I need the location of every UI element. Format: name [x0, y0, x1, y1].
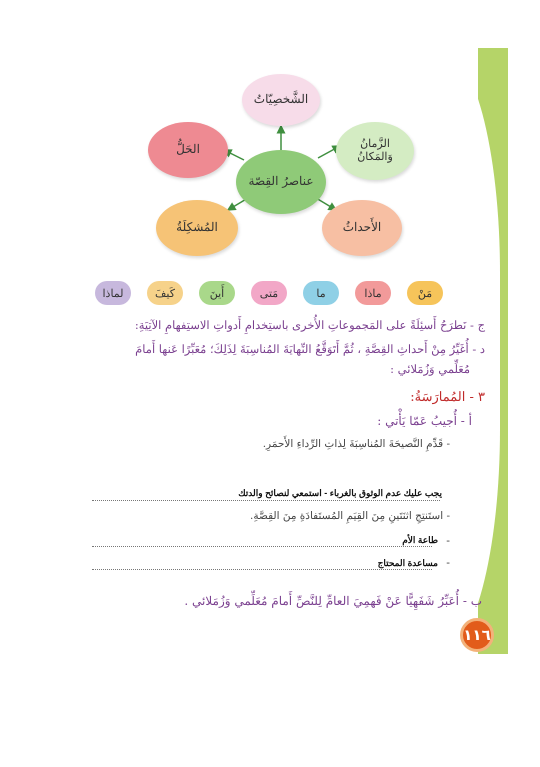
answer-3: مساعدة المحتاج — [377, 558, 438, 568]
node-events: الأَحداثُ — [322, 200, 402, 256]
part-a-heading: أ - أُجيبُ عَمّا يَأْتي : — [377, 414, 472, 428]
question-word-man: مَنْ — [407, 281, 443, 305]
question-1: - قَدِّمِ النَّصيحَةَ المُناسِبَةَ لِذاتِ الرِّداءِ الأَحمَرِ. — [262, 438, 450, 450]
instruction-c: ج - نَطرَحُ أَسئِلَةً على المَجموعاتِ الأُخرى باستِخدامِ أَدواتِ الاستِفهامِ الآتِيَةِ: — [134, 318, 485, 332]
instruction-d: د - أُغَيِّرُ مِنْ أَحداثِ القِصَّةِ ، ثُمَّ أَتَوَقَّعُ النِّهايَةَ المُناسِبَةَ لِذَلِكَ؛ مُعَبِّرًا عَنها أَمامَ — [135, 342, 485, 356]
node-solution: الحَلُّ — [148, 122, 228, 178]
question-word-ma: ما — [303, 281, 339, 305]
question-word-matha: ماذا — [355, 281, 391, 305]
answer-line-2 — [92, 546, 432, 547]
section-heading-practice: ٣ - المُمارَسَةُ: — [410, 390, 485, 405]
bullet-answer-2: - — [446, 534, 450, 547]
page-number: ١١٦ — [460, 618, 494, 652]
node-characters: الشَّخصِيّاتُ — [242, 74, 320, 126]
question-word-mata: مَتى — [251, 281, 287, 305]
answer-2: طاعة الأم — [402, 535, 438, 545]
question-word-limatha: لماذا — [95, 281, 131, 305]
answer-line-1 — [92, 500, 440, 501]
question-word-kayfa: كَيفَ — [147, 281, 183, 305]
instruction-d-continued: مُعَلِّمي وَزُمَلائي : — [390, 362, 470, 376]
node-center-story-elements: عناصرُ القِصّة — [236, 150, 326, 214]
answer-1: يجب عليك عدم الوثوق بالغرباء - استمعي لنصائح والدتك — [238, 488, 442, 498]
answer-line-3 — [92, 569, 432, 570]
question-word-ayna: أَينَ — [199, 281, 235, 305]
part-b: ب - أُعَبِّرُ شَفَهِيًّا عَنْ فَهمِيَ العامِّ لِلنَّصِّ أَمامَ مُعَلِّمي وَزُمَلائي . — [184, 594, 482, 608]
question-2: - استَنتِجِ اثنَتَينِ مِنَ القِيَمِ المُستَفادَةِ مِنَ القِصَّةِ. — [250, 510, 450, 522]
node-time-place: الزَّمانُ وَالمَكانُ — [336, 122, 414, 180]
question-words-row — [88, 281, 443, 307]
bullet-answer-3: - — [446, 556, 450, 569]
node-problem: المُشكِلَةُ — [156, 200, 238, 256]
